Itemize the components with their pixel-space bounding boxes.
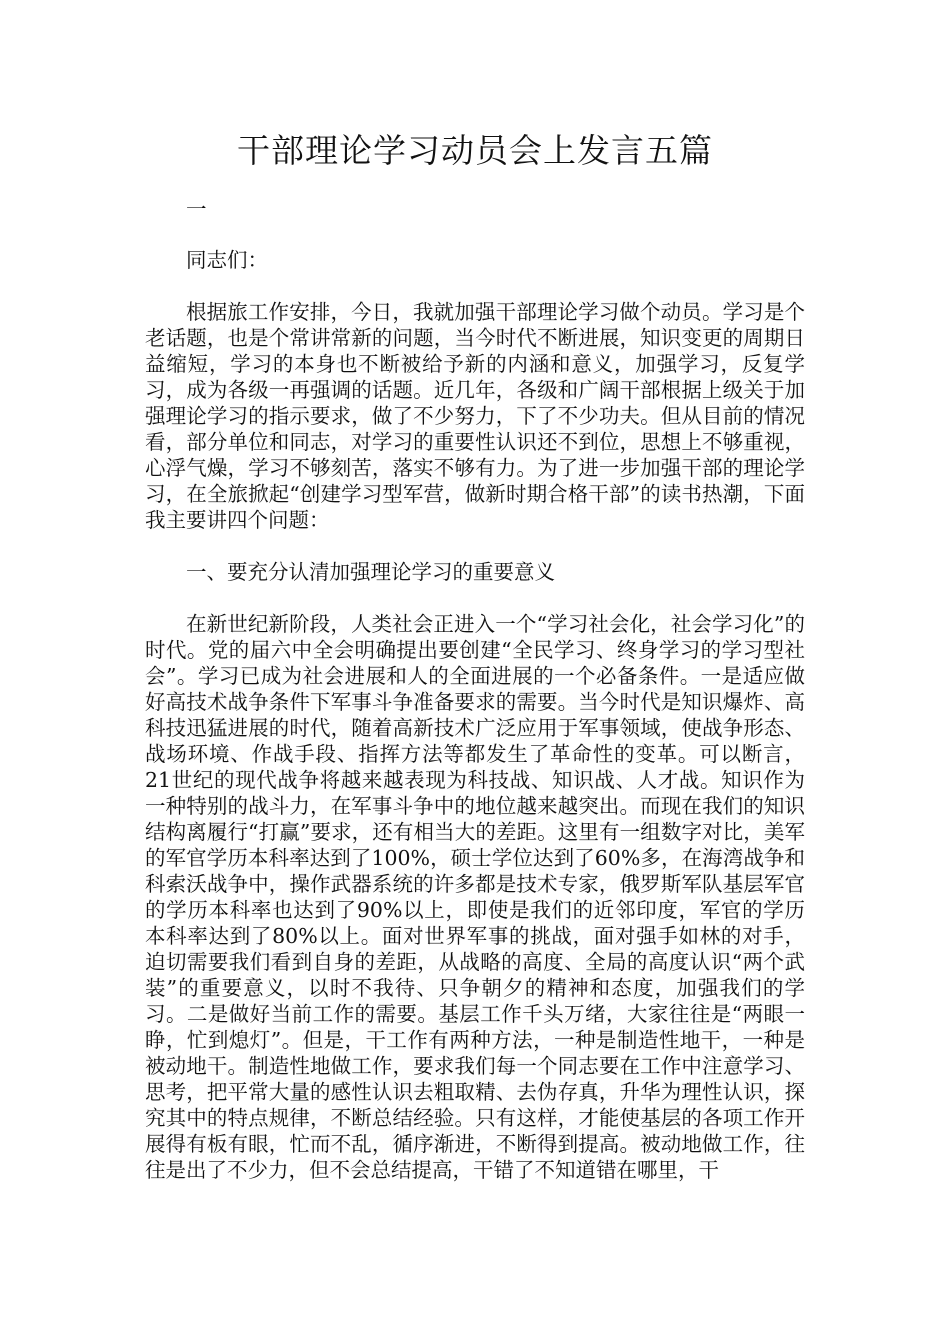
paragraph-significance: 在新世纪新阶段，人类社会正进入一个“学习社会化，社会学习化”的时代。党的届六中全会明确提出要创建“全民学习、终身学习的学习型社会”。学习已成为社会进展和人的全面进展的一个必备条件。一是适应做好高技术战争条件下军事斗争准备要求的需要。当今时代是知识爆炸、高科技迅猛进展的时代，随着高新技术广泛应用于军事领域，使战争形态、战场环境、作战手段、指挥方法等都发生了革命性的变革。可以断言，21世纪的现代战争将越来越表现为科技战、知识战、人才战。知识作为一种特别的战斗力，在军事斗争中的地位越来越突出。而现在我们的知识结构离履行“打赢”要求，还有相当大的差距。这里有一组数字对比，美军的军官学历本科率达到了100%，硕士学位达到了60%多，在海湾战争和科索沃战争中，操作武器系统的许多都是技术专家，俄罗斯军队基层军官的学历本科率也达到了90%以上，即使是我们的近邻印度，军官的学历本科率达到了80%以上。面对世界军事的挑战，面对强手如林的对手，迫切需要我们看到自身的差距，从战略的高度、全局的高度认识“两个武装”的重要意义，以时不我待、只争朝夕的精神和态度，加强我们的学习。二是做好当前工作的需要。基层工作千头万绪，大家往往是“两眼一睁，忙到熄灯”。但是，干工作有两种方法，一种是制造性地干，一种是被动地干。制造性地做工作，要求我们每一个同志要在工作中注意学习、思考，把平常大量的感性认识去粗取精、去伪存真，升华为理性认识，探究其中的特点规律，不断总结经验。只有这样，才能使基层的各项工作开展得有板有眼，忙而不乱，循序渐进，不断得到提高。被动地做工作，往往是出了不少力，但不会总结提高，干错了不知道错在哪里，干 (145, 612, 805, 1182)
paragraph-intro: 根据旅工作安排，今日，我就加强干部理论学习做个动员。学习是个老话题，也是个常讲常新的问题，当今时代不断进展，知识变更的周期日益缩短，学习的本身也不断被给予新的内涵和意义，加强学习，反复学习，成为各级一再强调的话题。近几年，各级和广阔干部根据上级关于加强理论学习的指示要求，做了不少努力，下了不少功夫。但从目前的情况看，部分单位和同志，对学习的重要性认识还不到位，思想上不够重视，心浮气燥，学习不够刻苦，落实不够有力。为了进一步加强干部的理论学习，在全旅掀起“创建学习型军营，做新时期合格干部”的读书热潮，下面我主要讲四个问题： (145, 300, 805, 532)
section-number: 一 (186, 197, 207, 221)
document-body (145, 196, 805, 1183)
section-heading-1: 一、要充分认清加强理论学习的重要意义 (186, 560, 555, 584)
document-title: 干部理论学习动员会上发言五篇 (237, 131, 713, 170)
salutation: 同志们： (186, 248, 268, 272)
